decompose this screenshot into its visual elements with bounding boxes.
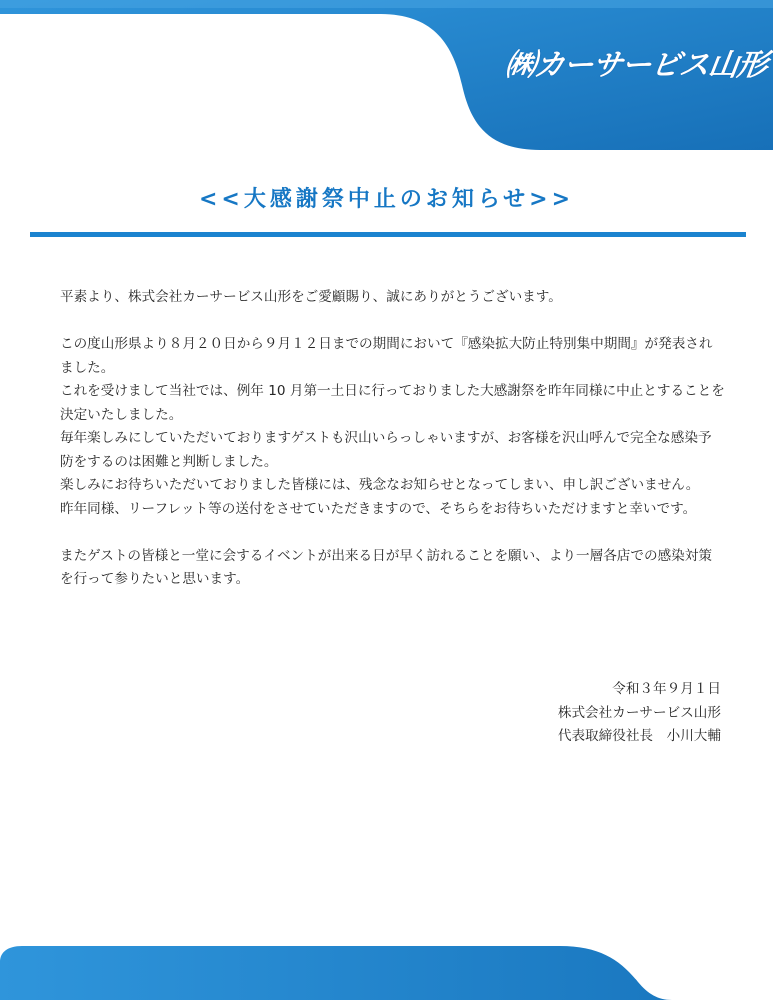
- paragraph-gap: [60, 310, 725, 334]
- signature-company: 株式会社カーサービス山形: [557, 704, 721, 721]
- notice-body: [60, 286, 725, 592]
- paragraph-greeting: 平素より、株式会社カーサービス山形をご愛顧賜り、誠にありがとうございます。: [60, 289, 562, 305]
- paragraph-announcement: この度山形県より８月２０日から９月１２日までの期間において『感染拡大防止特別集中期間』が発表されました。: [60, 336, 713, 376]
- footer-wave-shape: [0, 940, 773, 1000]
- signature-representative: 代表取締役社長 小川大輔: [557, 728, 721, 744]
- footer-banner: [0, 940, 773, 1000]
- company-logo: ㈱カーサービス山形: [503, 48, 769, 83]
- page-title: <<大感謝祭中止のお知らせ>>: [198, 187, 575, 212]
- paragraph-reason: 毎年楽しみにしていただいておりますゲストも沢山いらっしゃいますが、お客様を沢山呼んで完全な感染予防をするのは困難と判断しました。: [60, 430, 712, 470]
- signature-date: 令和３年９月１日: [612, 681, 721, 697]
- signature-block: [558, 678, 721, 749]
- title-divider: [30, 232, 746, 237]
- paragraph-leaflet: 昨年同様、リーフレット等の送付をさせていただきますので、そちらをお待ちいただけますと幸いです。: [60, 500, 697, 517]
- paragraph-closing: またゲストの皆様と一堂に会するイベントが出来る日が早く訪れることを願い、より一層各店での感染対策を行って参りたいと思います。: [60, 547, 712, 587]
- paragraph-gap: [60, 521, 725, 545]
- paragraph-decision: これを受けまして当社では、例年 10 月第一土日に行っておりました大感謝祭を昨年同様に中止とすることを決定いたしました。: [60, 383, 725, 423]
- paragraph-apology: 楽しみにお待ちいただいておりました皆様には、残念なお知らせとなってしまい、申し訳ございません。: [60, 477, 700, 493]
